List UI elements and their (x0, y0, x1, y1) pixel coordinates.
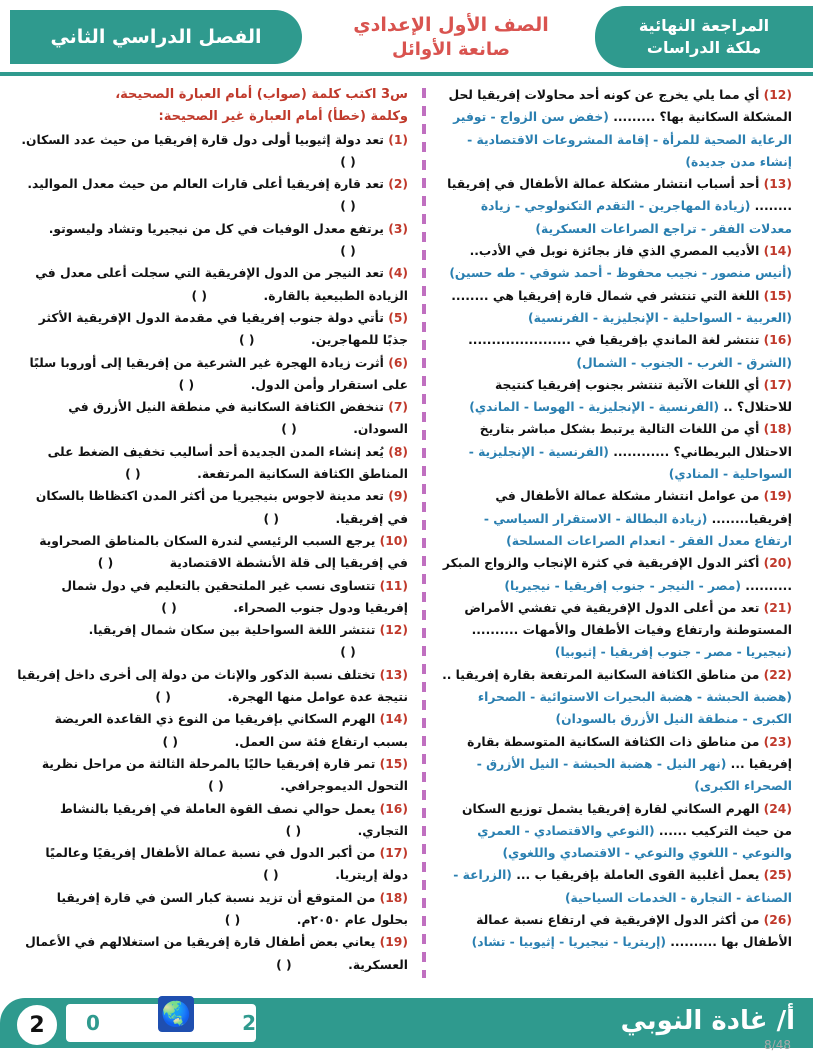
answer-blank[interactable]: ( ) (155, 690, 171, 705)
question-number: (26) (763, 912, 792, 927)
answer-blank[interactable]: ( ) (162, 734, 179, 749)
question-text: تعد من أعلى الدول الإفريقية في تفشي الأمراض المستوطنة وارتفاع وفيات الأطفال والأمهات .......... (464, 600, 792, 638)
statement-text: تنخفض الكثافة السكانية في منطقة النيل الأزرق في السودان. (68, 400, 408, 437)
statement-text: تعد مدينة لاجوس بنيجيريا من أكثر المدن اكتظاظا بالسكان في إفريقيا. (35, 489, 408, 526)
statement-text: تعد النيجر من الدول الإفريقية التي سجلت أعلى معدل في الزيادة الطبيعية بالقارة. (35, 266, 408, 303)
section-title-line2: وكلمة (خطأ) أمام العبارة غير الصحيحة: (158, 109, 408, 125)
statement-number: (13) (379, 667, 408, 682)
phone-number-end: 2 (242, 1011, 256, 1035)
grade-title (308, 8, 594, 66)
question-text: الهرم السكاني لقارة إفريقيا يشمل توزيع السكان من حيث التركيب ...... (462, 801, 792, 838)
page-counter: 8/48 (764, 1038, 791, 1052)
question-number: (19) (763, 489, 792, 504)
page-number: 2 (14, 1002, 60, 1048)
question-number: (20) (763, 556, 792, 571)
statement-number: (9) (388, 489, 408, 504)
statement-number: (11) (379, 578, 408, 593)
header-divider (0, 72, 813, 76)
question-text: من مناطق الكثافة السكانية المرتفعة بقارة إفريقيا .. (442, 667, 760, 682)
answer-blank[interactable]: ( ) (263, 868, 279, 883)
question-text: أي اللغات الآتية تنتشر بجنوب إفريقيا كنتيجة للاحتلال؟ .. (495, 377, 792, 415)
statement-number: (2) (388, 177, 408, 192)
answer-blank[interactable]: ( ) (340, 244, 356, 259)
mcq-item (442, 864, 792, 909)
question-number: (25) (763, 868, 792, 883)
statement-number: (7) (388, 400, 408, 415)
phone-number-start: 0 (86, 1011, 100, 1035)
question-number: (15) (763, 288, 792, 303)
statement-item (16, 575, 408, 620)
statement-number: (19) (379, 935, 408, 950)
question-number: (18) (763, 422, 792, 437)
statement-item (16, 173, 408, 218)
statement-item (16, 842, 408, 887)
statement-item (16, 530, 408, 575)
mcq-item (442, 285, 792, 330)
answer-blank[interactable]: ( ) (191, 288, 208, 303)
statement-item (16, 396, 408, 441)
answer-blank[interactable]: ( ) (125, 467, 141, 482)
statement-number: (4) (388, 266, 408, 281)
answer-blank[interactable]: ( ) (97, 556, 114, 571)
mcq-item (442, 597, 792, 664)
question-number: (23) (763, 734, 792, 749)
answer-options: (هضبة الحبشة - هضبة البحيرات الاستوائية - الصحراء الكبرى - منطقة النيل الأزرق بالسودان) (477, 690, 792, 727)
statement-item (16, 664, 408, 709)
statement-number: (10) (379, 533, 408, 548)
mcq-item (442, 329, 792, 374)
statement-text: يرجع السبب الرئيسي لندرة السكان بالمناطق الصحراوية في إفريقيا إلى قلة الأنشطة الاقتصادية (39, 533, 408, 571)
statement-text: من أكبر الدول في نسبة عمالة الأطفال إفريقيًا وعالميًا دولة إريتريا. (45, 846, 408, 883)
mcq-item (442, 664, 792, 731)
statement-number: (3) (388, 221, 408, 236)
statement-item (16, 485, 408, 530)
statement-item (16, 262, 408, 307)
question-text: تنتشر لغة الماندي بإفريقيا في ...................... (468, 333, 760, 348)
question-text: أكثر الدول الإفريقية في كثرة الإنجاب والزواج المبكر .......... (442, 556, 792, 593)
page-header (0, 0, 813, 72)
answer-options: (نيجيريا - مصر - جنوب إفريقيا - إثيوبيا) (554, 645, 792, 660)
mcq-item (442, 84, 792, 173)
statement-number: (6) (388, 355, 408, 370)
answer-options: (نهر النيل - هضبة الحبشة - النيل الأزرق - الصحراء الكبرى) (476, 756, 792, 794)
question-text: أحد أسباب انتشار مشكلة عمالة الأطفال في إفريقيا ........ (447, 177, 792, 214)
statement-number: (14) (379, 712, 408, 727)
question-number: (16) (763, 333, 792, 348)
statement-text: من المتوقع أن تزيد نسبة كبار السن في قارة إفريقيا بحلول عام ٢٠٥٠م. (56, 890, 408, 927)
answer-options: (الشرق - الغرب - الجنوب - الشمال) (576, 355, 792, 370)
statement-item (16, 753, 408, 798)
question-number: (22) (763, 667, 792, 682)
semester-label: الفصل الدراسي الثاني (10, 10, 302, 64)
answer-blank[interactable]: ( ) (224, 912, 241, 927)
statement-text: تتساوى نسب غير الملتحقين بالتعليم في دول شمال إفريقيا ودول جنوب الصحراء. (61, 578, 408, 615)
statement-item (16, 352, 408, 397)
mcq-item (442, 552, 792, 597)
answer-options: (خفض سن الزواج - توفير الرعاية الصحية للمرأة - إقامة المشروعات الاقتصادية - إنشاء مدن جديدة) (453, 110, 792, 169)
question-text: أي مما يلي يخرج عن كونه أحد محاولات إفريقيا لحل المشكلة السكانية بها؟ ......... (448, 88, 792, 125)
statement-number: (15) (379, 756, 408, 771)
globe-icon: 🌏 (158, 996, 194, 1032)
question-text: اللغة التي تنتشر في شمال قارة إفريقيا هي ........ (451, 288, 760, 303)
question-number: (12) (763, 88, 792, 102)
statement-text: تنتشر اللغة السواحلية بين سكان شمال إفريقيا. (88, 623, 376, 638)
review-label-line2: ملكة الدراسات (646, 38, 762, 57)
mcq-item (442, 374, 792, 419)
question-text: من عوامل انتشار مشكلة عمالة الأطفال في إفريقيا........ (495, 489, 792, 526)
statement-text: يُعد إنشاء المدن الجديدة أحد أساليب تخفيف الضغط على المناطق الكثافة السكانية المرتفعة. (47, 444, 408, 482)
review-label (595, 6, 813, 68)
true-false-column (16, 84, 408, 976)
question-text: أي من اللغات التالية يرتبط بشكل مباشر بتاريخ الاحتلال البريطاني؟ ............ (479, 422, 792, 459)
statement-text: تعد قارة إفريقيا أعلى قارات العالم من حيث معدل المواليد. (27, 177, 384, 192)
mcq-item (442, 798, 792, 865)
question-number: (14) (763, 244, 792, 259)
statement-text: تمر قارة إفريقيا حاليًا بالمرحلة الثالثة من مراحل نظرية التحول الديموجرافي. (41, 756, 408, 794)
statement-text: يعاني بعض أطفال قارة إفريقيا من استغلالهم في الأعمال العسكرية. (25, 935, 408, 972)
statement-item (16, 619, 408, 664)
answer-blank[interactable]: ( ) (340, 199, 356, 214)
statement-number: (16) (379, 801, 408, 816)
mcq-item (442, 909, 792, 954)
answer-blank[interactable]: ( ) (281, 422, 297, 437)
answer-options: (زيادة البطالة - الاستقرار السياسي - ارتفاع معدل الفقر - انعدام الصراعات المسلحة) (483, 511, 792, 548)
statement-item (16, 798, 408, 843)
statement-text: يرتفع معدل الوفيات في كل من نيجيريا وتشاد وليسوتو. (48, 221, 384, 236)
column-divider (422, 88, 426, 978)
answer-options: (زيادة المهاجرين - التقدم التكنولوجي - زيادة معدلات الفقر - تراجع الصراعات العسكرية) (480, 199, 792, 236)
mcq-item (442, 173, 792, 240)
section-title-line1: س3 اكتب كلمة (صواب) أمام العبارة الصحيحة، (115, 87, 408, 102)
question-number: (21) (763, 600, 792, 615)
statement-item (16, 307, 408, 352)
answer-options: (أنيس منصور - نجيب محفوظ - أحمد شوقي - طه حسين) (449, 266, 792, 281)
mcq-column (442, 84, 792, 954)
answer-blank[interactable]: ( ) (340, 645, 356, 660)
statement-text: الهرم السكاني بإفريقيا من النوع ذي القاعدة العريضة بسبب ارتفاع فئة سن العمل. (54, 712, 408, 749)
statement-number: (12) (379, 623, 408, 638)
statement-number: (1) (388, 132, 408, 147)
page-footer (0, 990, 813, 1055)
answer-blank[interactable]: ( ) (178, 377, 195, 392)
statement-text: يعمل حوالي نصف القوة العاملة في إفريقيا بالنشاط التجاري. (59, 801, 408, 838)
answer-options: (الزراعة - الصناعة - التجارة - الخدمات السياحية) (453, 868, 792, 905)
mcq-item (442, 731, 792, 798)
statement-number: (5) (388, 310, 408, 325)
answer-options: (الفرنسية - الإنجليزية - السواحلية - المنادي) (468, 444, 792, 482)
statement-item (16, 441, 408, 486)
answer-options: (إريتريا - نيجيريا - إثيوبيا - تشاد) (471, 935, 666, 950)
statement-number: (18) (379, 890, 408, 905)
mcq-item (442, 485, 792, 552)
mcq-item (442, 418, 792, 485)
answer-options: (النوعي والاقتصادي - العمري والنوعي - اللغوي والنوعي - الاقتصادي واللغوي) (477, 823, 792, 861)
statement-text: تعد دولة إثيوبيا أولى دول قارة إفريقيا من حيث عدد السكان. (21, 132, 384, 147)
answer-blank[interactable]: ( ) (161, 600, 177, 615)
statement-item (16, 931, 408, 976)
grade-title-line1: الصف الأول الإعدادي (353, 13, 549, 36)
statement-item (16, 887, 408, 932)
question-number: (17) (763, 377, 792, 392)
statement-number: (8) (388, 444, 408, 459)
answer-options: (الفرنسية - الإنجليزية - الهوسا - الماندي) (469, 400, 720, 415)
question-text: الأديب المصري الذي فاز بجائزة نوبل في الأدب.. (469, 244, 760, 259)
statement-item (16, 218, 408, 263)
grade-title-line2: صانعة الأوائل (391, 38, 510, 60)
review-label-line1: المراجعة النهائية (638, 16, 770, 36)
answer-blank[interactable]: ( ) (340, 154, 356, 169)
answer-blank[interactable]: ( ) (238, 333, 255, 348)
mcq-item (442, 240, 792, 285)
question-text: يعمل أغلبية القوى العاملة بإفريقيا ب ... (516, 868, 760, 883)
question-text: من أكثر الدول الإفريقية في ارتفاع نسبة عمالة الأطفال بها .......... (476, 912, 792, 950)
question-number: (24) (763, 801, 792, 816)
statement-text: تختلف نسبة الذكور والإناث من دولة إلى أخرى داخل إفريقيا نتيجة عدة عوامل منها الهجرة. (17, 667, 408, 705)
statement-item (16, 708, 408, 753)
statement-text: أثرت زيادة الهجرة غير الشرعية من إفريقيا إلى أوروبا سلبًا على استقرار وأمن الدول. (29, 355, 408, 392)
question-number: (13) (763, 177, 792, 192)
question-text: من مناطق ذات الكثافة السكانية المتوسطة بقارة إفريقيا ... (467, 734, 792, 771)
answer-options: (العربية - السواحلية - الإنجليزية - الفرنسية) (528, 310, 792, 325)
statement-number: (17) (379, 846, 408, 861)
answer-blank[interactable]: ( ) (276, 957, 292, 972)
statement-text: تأتي دولة جنوب إفريقيا في مقدمة الدول الإفريقية الأكثر جذبًا للمهاجرين. (38, 310, 408, 348)
answer-blank[interactable]: ( ) (263, 511, 280, 526)
answer-blank[interactable]: ( ) (208, 779, 224, 794)
answer-options: (مصر - النيجر - جنوب إفريقيا - نيجيريا) (504, 578, 741, 593)
statement-item (16, 129, 408, 174)
teacher-name: أ/ غادة النوبي (620, 1006, 795, 1036)
answer-blank[interactable]: ( ) (285, 823, 302, 838)
